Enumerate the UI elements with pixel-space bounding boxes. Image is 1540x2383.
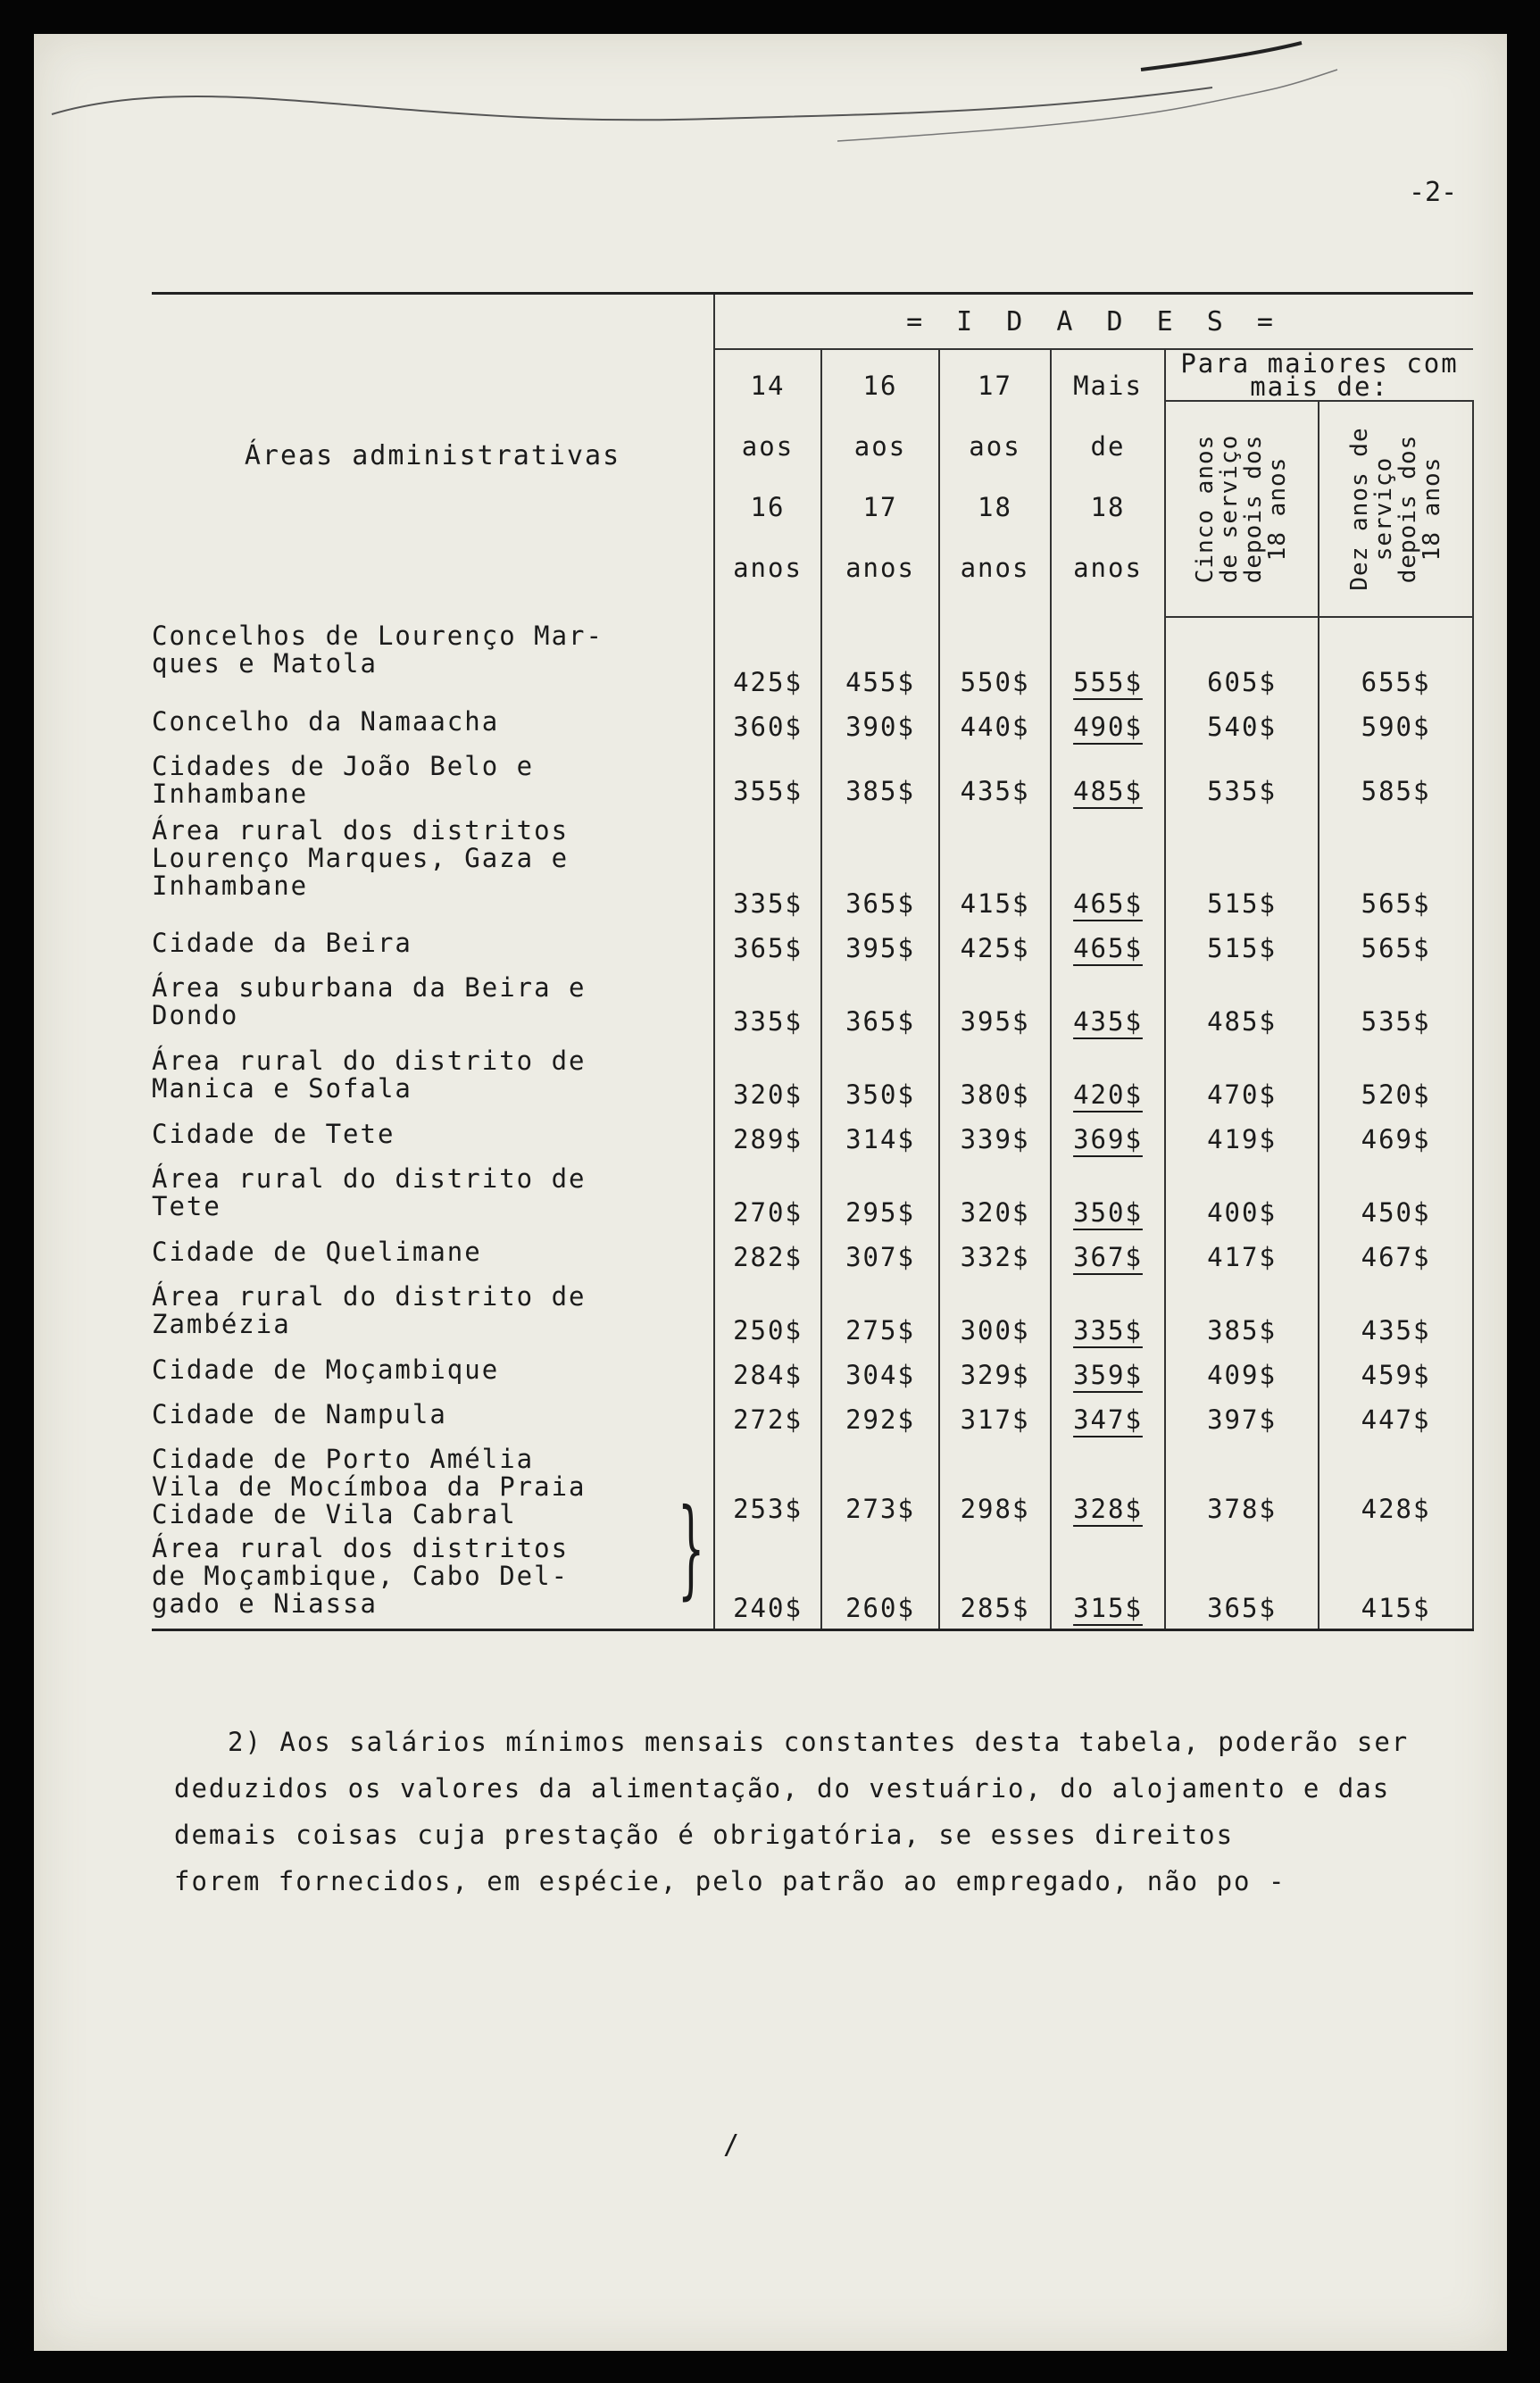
salary-value: 415$ [939,812,1051,924]
area-name: Área suburbana da Beira e Dondo [152,969,714,1042]
salary-value: 485$ [1165,969,1319,1042]
pen-scribble-decoration [34,34,1507,177]
salary-value: 304$ [821,1351,939,1396]
salary-value: 275$ [821,1278,939,1351]
dez-anos-header: Dez anos de serviço depois dos 18 anos [1319,401,1473,617]
area-name: Cidade de Quelimane [152,1233,714,1278]
page-number: -2- [1409,177,1458,208]
salary-value: 355$ [714,747,821,812]
table-row [152,1278,1473,1351]
salary-value: 440$ [939,703,1051,747]
salary-value: 295$ [821,1160,939,1233]
table-row [152,1115,1473,1160]
salary-value: 400$ [1165,1160,1319,1233]
paragraph-line: 2) Aos salários mínimos mensais constantes desta tabela, poderão ser [228,1727,1410,1757]
salary-value: 369$ [1051,1115,1165,1160]
salary-value: 260$ [821,1529,939,1629]
salary-value: 435$ [939,747,1051,812]
salary-value: 250$ [714,1278,821,1351]
table-row [152,1351,1473,1396]
areas-column-header: Áreas administrativas [152,294,714,618]
salary-value: 367$ [1051,1233,1165,1278]
salary-value: 535$ [1319,969,1473,1042]
table-row [152,969,1473,1042]
salary-value: 465$ [1051,924,1165,969]
table-row [152,1233,1473,1278]
salary-value: 350$ [821,1042,939,1115]
area-name: Concelhos de Lourenço Mar- ques e Matola [152,617,714,703]
table-row [152,703,1473,747]
salary-table [152,292,1474,1631]
area-name: Cidade de Nampula [152,1396,714,1440]
salary-value: 253$ [714,1440,821,1529]
area-name: Área rural do distrito de Tete [152,1160,714,1233]
salary-value: 329$ [939,1351,1051,1396]
salary-value: 332$ [939,1233,1051,1278]
table-row [152,1529,1473,1629]
salary-value: 298$ [939,1440,1051,1529]
table-row [152,1396,1473,1440]
salary-value: 419$ [1165,1115,1319,1160]
salary-value: 409$ [1165,1351,1319,1396]
table-row [152,812,1473,924]
salary-value: 435$ [1319,1278,1473,1351]
idades-header: = I D A D E S = [714,294,1473,350]
salary-value: 520$ [1319,1042,1473,1115]
table-row [152,1160,1473,1233]
salary-value: 347$ [1051,1396,1165,1440]
salary-value: 565$ [1319,924,1473,969]
salary-value: 465$ [1051,812,1165,924]
area-name: Cidade da Beira [152,924,714,969]
salary-value: 360$ [714,703,821,747]
area-name: Cidade de Porto Amélia Vila de Mocímboa da Praia Cidade de Vila Cabral [152,1440,714,1529]
salary-value: 655$ [1319,617,1473,703]
salary-value: 307$ [821,1233,939,1278]
salary-value: 425$ [939,924,1051,969]
salary-value: 378$ [1165,1440,1319,1529]
cinco-anos-header: Cinco anos de serviço depois dos 18 anos [1165,401,1319,617]
salary-value: 585$ [1319,747,1473,812]
footer-mark: / [723,2129,740,2161]
salary-value: 300$ [939,1278,1051,1351]
maiores-header: Para maiores com mais de: [1165,349,1473,401]
age-col-14-16: 14 aos 16 anos [714,349,821,617]
salary-value: 314$ [821,1115,939,1160]
area-name: Área rural dos distritos de Moçambique, Cabo Del- gado e Niassa [152,1529,714,1629]
salary-table-body [152,617,1473,1629]
area-name: Cidades de João Belo e Inhambane [152,747,714,812]
salary-value: 459$ [1319,1351,1473,1396]
paragraph-line: demais coisas cuja prestação é obrigatória, se esses direitos [174,1820,1235,1850]
salary-value: 395$ [939,969,1051,1042]
salary-value: 415$ [1319,1529,1473,1629]
salary-value: 390$ [821,703,939,747]
area-name: Cidade de Tete [152,1115,714,1160]
salary-value: 289$ [714,1115,821,1160]
salary-value: 447$ [1319,1396,1473,1440]
salary-value: 425$ [714,617,821,703]
salary-value: 335$ [1051,1278,1165,1351]
area-name: Cidade de Moçambique [152,1351,714,1396]
salary-value: 450$ [1319,1160,1473,1233]
table-row [152,1440,1473,1529]
paragraph-line: forem fornecidos, em espécie, pelo patrão ao empregado, não po - [174,1866,1286,1896]
salary-value: 365$ [1165,1529,1319,1629]
salary-value: 515$ [1165,812,1319,924]
salary-value: 428$ [1319,1440,1473,1529]
salary-value: 515$ [1165,924,1319,969]
salary-value: 555$ [1051,617,1165,703]
salary-value: 380$ [939,1042,1051,1115]
salary-value: 359$ [1051,1351,1165,1396]
salary-value: 365$ [714,924,821,969]
salary-value: 490$ [1051,703,1165,747]
salary-value: 240$ [714,1529,821,1629]
salary-value: 282$ [714,1233,821,1278]
salary-value: 270$ [714,1160,821,1233]
age-col-mais-18: Mais de 18 anos [1051,349,1165,617]
salary-value: 335$ [714,969,821,1042]
salary-value: 420$ [1051,1042,1165,1115]
salary-value: 395$ [821,924,939,969]
table-row [152,747,1473,812]
salary-value: 320$ [939,1160,1051,1233]
salary-value: 339$ [939,1115,1051,1160]
salary-value: 365$ [821,812,939,924]
salary-value: 535$ [1165,747,1319,812]
table-row [152,617,1473,703]
salary-value: 485$ [1051,747,1165,812]
salary-value: 565$ [1319,812,1473,924]
age-col-17-18: 17 aos 18 anos [939,349,1051,617]
salary-value: 365$ [821,969,939,1042]
grouping-brace: } [677,1487,705,1611]
salary-value: 455$ [821,617,939,703]
area-name: Concelho da Namaacha [152,703,714,747]
salary-value: 550$ [939,617,1051,703]
salary-value: 385$ [821,747,939,812]
paragraph-2 [174,1719,1482,1904]
table-row [152,1042,1473,1115]
salary-value: 467$ [1319,1233,1473,1278]
salary-value: 317$ [939,1396,1051,1440]
salary-value: 320$ [714,1042,821,1115]
salary-value: 328$ [1051,1440,1165,1529]
table-row [152,924,1473,969]
area-name: Área rural do distrito de Zambézia [152,1278,714,1351]
salary-value: 273$ [821,1440,939,1529]
age-col-16-17: 16 aos 17 anos [821,349,939,617]
salary-value: 470$ [1165,1042,1319,1115]
salary-value: 285$ [939,1529,1051,1629]
salary-value: 540$ [1165,703,1319,747]
salary-value: 385$ [1165,1278,1319,1351]
salary-value: 397$ [1165,1396,1319,1440]
area-name: Área rural dos distritos Lourenço Marques, Gaza e Inhambane [152,812,714,924]
salary-value: 605$ [1165,617,1319,703]
paragraph-line: deduzidos os valores da alimentação, do vestuário, do alojamento e das [174,1773,1391,1804]
salary-value: 272$ [714,1396,821,1440]
salary-value: 435$ [1051,969,1165,1042]
area-name: Área rural do distrito de Manica e Sofala [152,1042,714,1115]
salary-value: 315$ [1051,1529,1165,1629]
salary-value: 469$ [1319,1115,1473,1160]
salary-value: 417$ [1165,1233,1319,1278]
salary-value: 590$ [1319,703,1473,747]
salary-value: 292$ [821,1396,939,1440]
salary-value: 284$ [714,1351,821,1396]
salary-value: 335$ [714,812,821,924]
salary-value: 350$ [1051,1160,1165,1233]
